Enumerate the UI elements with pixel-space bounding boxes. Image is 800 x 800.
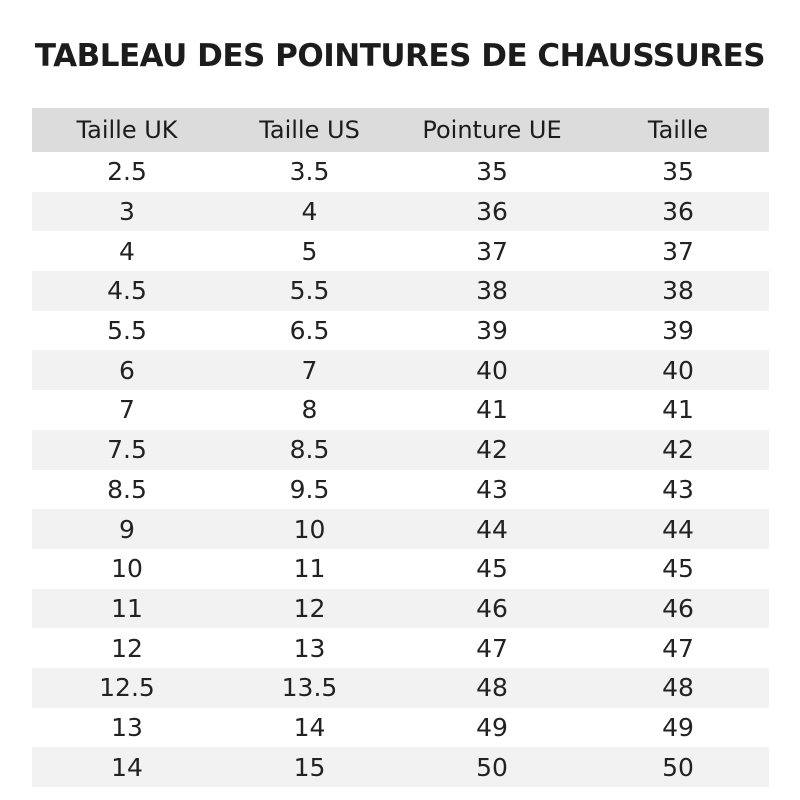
cell-uk: 11 <box>111 593 143 623</box>
cell-uk: 3 <box>119 197 135 227</box>
cell-ue: 38 <box>476 276 508 306</box>
cell-us: 5.5 <box>289 276 330 306</box>
cell-us: 12 <box>293 593 326 623</box>
cell-taille: 49 <box>662 712 694 742</box>
cell-ue: 36 <box>476 197 508 227</box>
cell-uk: 7 <box>119 395 135 425</box>
table-row <box>32 231 769 271</box>
cell-us: 8 <box>301 395 318 425</box>
cell-taille: 50 <box>662 752 694 782</box>
cell-uk: 8.5 <box>107 474 147 504</box>
cell-uk: 6 <box>119 355 135 385</box>
table-row <box>32 350 769 390</box>
table-row <box>32 747 769 787</box>
cell-uk: 4.5 <box>107 276 147 306</box>
cell-taille: 48 <box>662 673 694 703</box>
cell-uk: 2.5 <box>107 157 147 187</box>
cell-uk: 7.5 <box>107 435 147 465</box>
cell-us: 13 <box>293 633 326 663</box>
cell-taille: 36 <box>662 197 694 227</box>
table-row <box>32 708 769 748</box>
cell-us: 7 <box>301 355 318 385</box>
table-row <box>32 668 769 708</box>
cell-ue: 39 <box>476 316 508 346</box>
page-title: TABLEAU DES POINTURES DE CHAUSSURES <box>34 38 766 74</box>
cell-uk: 12.5 <box>99 673 155 703</box>
cell-ue: 37 <box>476 236 508 266</box>
cell-ue: 46 <box>476 593 508 623</box>
table-row <box>32 589 769 629</box>
cell-taille: 40 <box>662 355 694 385</box>
cell-taille: 42 <box>662 435 694 465</box>
cell-ue: 47 <box>476 633 508 663</box>
cell-taille: 44 <box>662 514 694 544</box>
cell-uk: 5.5 <box>107 316 147 346</box>
cell-uk: 12 <box>111 633 143 663</box>
cell-taille: 35 <box>662 157 694 187</box>
cell-ue: 45 <box>476 554 508 584</box>
cell-us: 10 <box>293 514 326 544</box>
header-taille-us: Taille US <box>259 116 360 144</box>
header-taille-uk: Taille UK <box>76 116 178 144</box>
cell-us: 14 <box>293 712 326 742</box>
cell-uk: 10 <box>111 554 143 584</box>
cell-us: 9.5 <box>289 474 330 504</box>
cell-ue: 41 <box>476 395 508 425</box>
cell-ue: 49 <box>476 712 508 742</box>
cell-ue: 50 <box>476 752 508 782</box>
cell-us: 13.5 <box>281 673 338 703</box>
cell-taille: 39 <box>662 316 694 346</box>
cell-ue: 44 <box>476 514 508 544</box>
cell-us: 6.5 <box>289 316 330 346</box>
cell-taille: 37 <box>662 236 694 266</box>
shoe-size-table <box>32 108 769 787</box>
cell-taille: 38 <box>662 276 694 306</box>
cell-uk: 14 <box>111 752 143 782</box>
table-row <box>32 628 769 668</box>
cell-uk: 4 <box>119 236 135 266</box>
cell-taille: 47 <box>662 633 694 663</box>
cell-ue: 40 <box>476 355 508 385</box>
cell-taille: 46 <box>662 593 694 623</box>
header-taille: Taille <box>647 116 709 144</box>
cell-us: 3.5 <box>289 157 330 187</box>
cell-us: 5 <box>301 236 318 266</box>
cell-ue: 48 <box>476 673 508 703</box>
cell-us: 8.5 <box>289 435 330 465</box>
table-row <box>32 152 769 192</box>
cell-us: 11 <box>293 554 326 584</box>
cell-uk: 9 <box>119 514 135 544</box>
table-header-row <box>32 108 769 152</box>
cell-ue: 43 <box>476 474 508 504</box>
table-row <box>32 430 769 470</box>
table-row <box>32 549 769 589</box>
table-row <box>32 390 769 430</box>
cell-us: 15 <box>293 752 326 782</box>
cell-uk: 13 <box>111 712 143 742</box>
table-row <box>32 470 769 510</box>
cell-taille: 41 <box>662 395 694 425</box>
cell-ue: 42 <box>476 435 508 465</box>
cell-us: 4 <box>301 197 318 227</box>
table-row <box>32 271 769 311</box>
header-pointure-ue: Pointure UE <box>422 116 562 144</box>
table-row <box>32 192 769 232</box>
cell-ue: 35 <box>476 157 508 187</box>
cell-taille: 45 <box>662 554 694 584</box>
table-row <box>32 509 769 549</box>
cell-taille: 43 <box>662 474 694 504</box>
table-row <box>32 311 769 351</box>
